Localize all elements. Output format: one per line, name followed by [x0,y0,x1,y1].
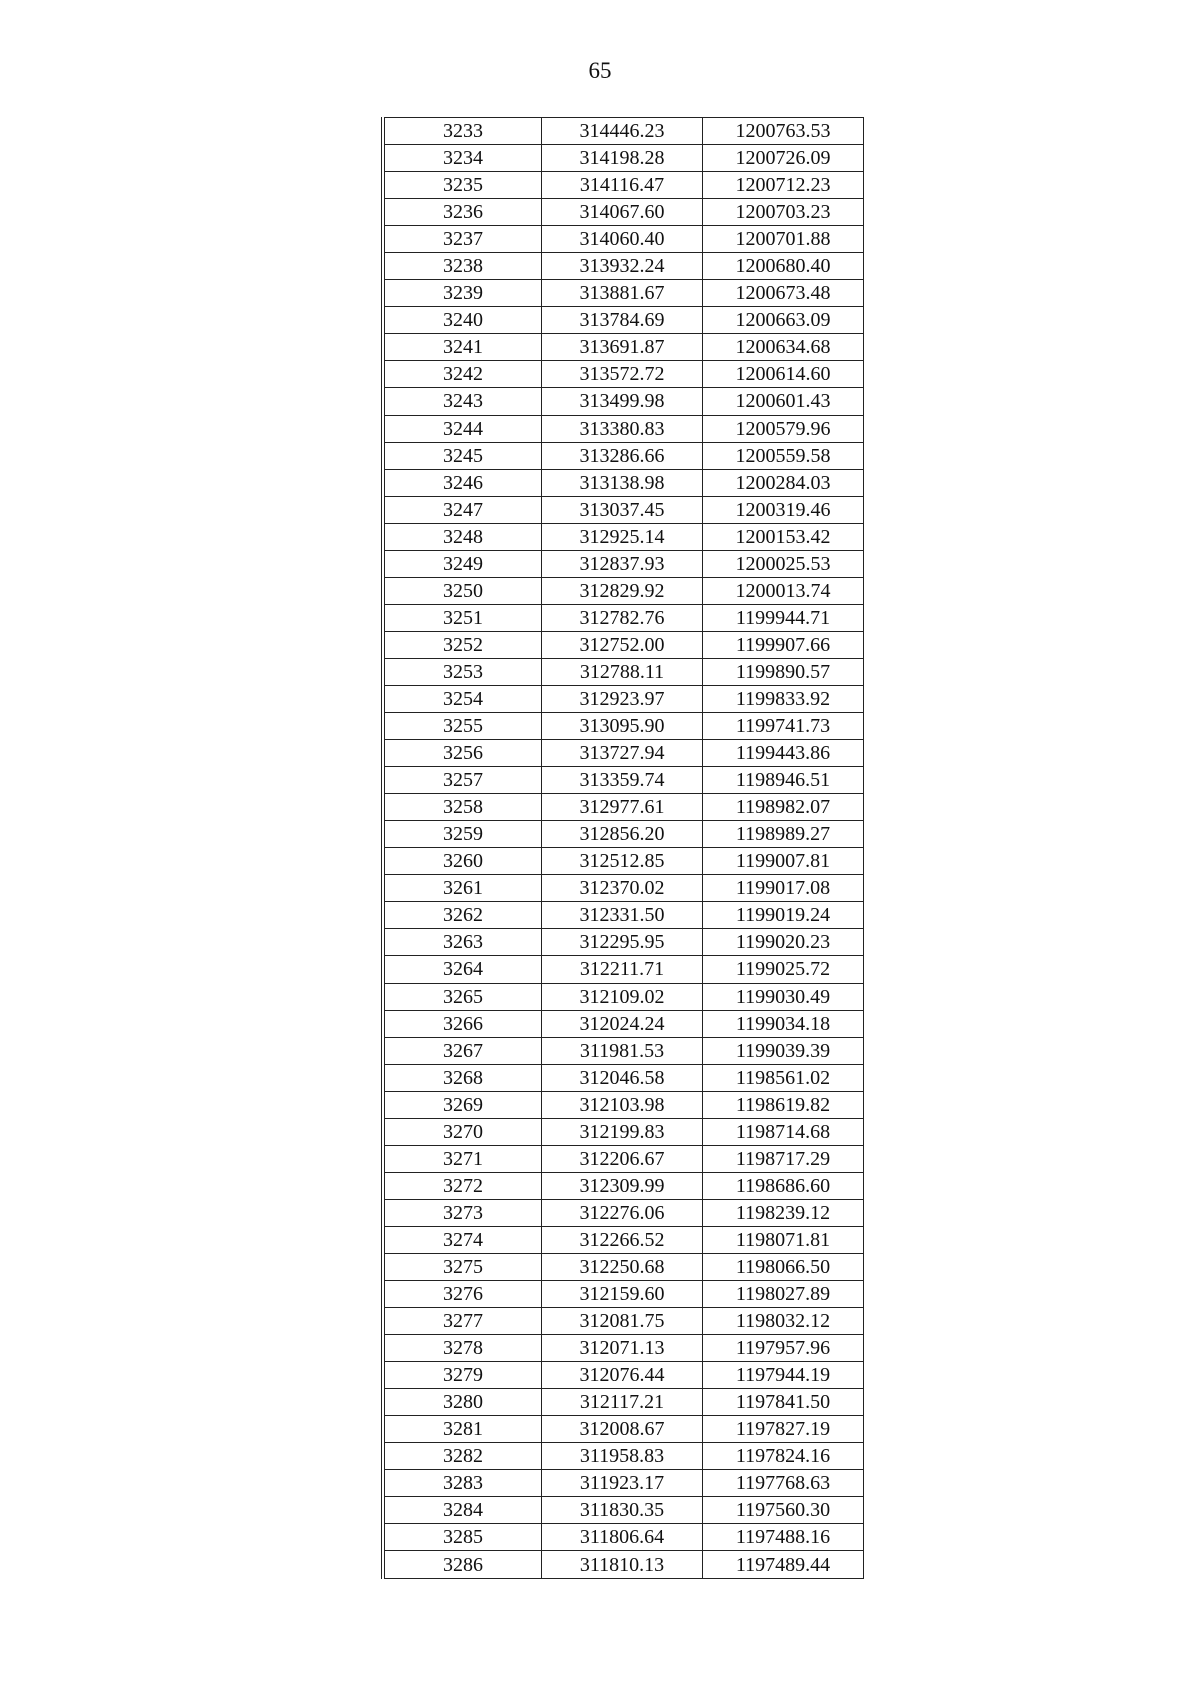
y-coordinate-cell: 1197489.44 [703,1551,864,1578]
y-coordinate-cell: 1199039.39 [703,1037,864,1064]
point-number-cell: 3285 [385,1524,542,1551]
point-number-cell: 3234 [385,145,542,172]
point-number-cell: 3281 [385,1416,542,1443]
table-row [385,1443,864,1470]
point-number-cell: 3278 [385,1335,542,1362]
x-coordinate-cell: 313138.98 [542,469,703,496]
point-number-cell: 3262 [385,902,542,929]
table-row [385,307,864,334]
x-coordinate-cell: 312076.44 [542,1362,703,1389]
point-number-cell: 3267 [385,1037,542,1064]
table-row [385,199,864,226]
x-coordinate-cell: 313380.83 [542,415,703,442]
x-coordinate-cell: 314116.47 [542,172,703,199]
x-coordinate-cell: 313037.45 [542,496,703,523]
point-number-cell: 3256 [385,740,542,767]
table-row [385,1470,864,1497]
table-row [385,361,864,388]
point-number-cell: 3249 [385,550,542,577]
x-coordinate-cell: 313691.87 [542,334,703,361]
point-number-cell: 3282 [385,1443,542,1470]
x-coordinate-cell: 312276.06 [542,1199,703,1226]
point-number-cell: 3272 [385,1172,542,1199]
y-coordinate-cell: 1200663.09 [703,307,864,334]
x-coordinate-cell: 312199.83 [542,1118,703,1145]
x-coordinate-cell: 313095.90 [542,713,703,740]
point-number-cell: 3250 [385,577,542,604]
table-row [385,496,864,523]
point-number-cell: 3240 [385,307,542,334]
y-coordinate-cell: 1198027.89 [703,1281,864,1308]
x-coordinate-cell: 312081.75 [542,1308,703,1335]
point-number-cell: 3276 [385,1281,542,1308]
table-row [385,1064,864,1091]
x-coordinate-cell: 311810.13 [542,1551,703,1578]
page-number: 65 [588,58,612,83]
y-coordinate-cell: 1197768.63 [703,1470,864,1497]
y-coordinate-cell: 1199019.24 [703,902,864,929]
table-row [385,1335,864,1362]
point-number-cell: 3275 [385,1253,542,1280]
y-coordinate-cell: 1199907.66 [703,631,864,658]
table-row [385,902,864,929]
y-coordinate-cell: 1198071.81 [703,1226,864,1253]
y-coordinate-cell: 1199034.18 [703,1010,864,1037]
x-coordinate-cell: 312331.50 [542,902,703,929]
coordinate-table-body [385,118,864,1579]
table-row [385,1389,864,1416]
y-coordinate-cell: 1199890.57 [703,658,864,685]
x-coordinate-cell: 312837.93 [542,550,703,577]
x-coordinate-cell: 312103.98 [542,1091,703,1118]
y-coordinate-cell: 1198946.51 [703,767,864,794]
y-coordinate-cell: 1200763.53 [703,118,864,145]
point-number-cell: 3260 [385,848,542,875]
y-coordinate-cell: 1197841.50 [703,1389,864,1416]
table-row [385,388,864,415]
x-coordinate-cell: 312295.95 [542,929,703,956]
table-row [385,1010,864,1037]
coordinate-table-container [381,117,864,1579]
point-number-cell: 3242 [385,361,542,388]
x-coordinate-cell: 313727.94 [542,740,703,767]
point-number-cell: 3271 [385,1145,542,1172]
x-coordinate-cell: 312752.00 [542,631,703,658]
point-number-cell: 3245 [385,442,542,469]
point-number-cell: 3254 [385,685,542,712]
table-row [385,794,864,821]
table-row [385,1416,864,1443]
table-row [385,1226,864,1253]
x-coordinate-cell: 313286.66 [542,442,703,469]
point-number-cell: 3247 [385,496,542,523]
point-number-cell: 3233 [385,118,542,145]
point-number-cell: 3266 [385,1010,542,1037]
point-number-cell: 3279 [385,1362,542,1389]
table-row [385,767,864,794]
table-row [385,1172,864,1199]
y-coordinate-cell: 1199741.73 [703,713,864,740]
x-coordinate-cell: 313881.67 [542,280,703,307]
y-coordinate-cell: 1200579.96 [703,415,864,442]
y-coordinate-cell: 1197488.16 [703,1524,864,1551]
x-coordinate-cell: 312309.99 [542,1172,703,1199]
x-coordinate-cell: 312829.92 [542,577,703,604]
x-coordinate-cell: 312211.71 [542,956,703,983]
x-coordinate-cell: 313572.72 [542,361,703,388]
x-coordinate-cell: 312977.61 [542,794,703,821]
table-row [385,1524,864,1551]
point-number-cell: 3283 [385,1470,542,1497]
point-number-cell: 3273 [385,1199,542,1226]
table-row [385,280,864,307]
point-number-cell: 3264 [385,956,542,983]
point-number-cell: 3269 [385,1091,542,1118]
point-number-cell: 3244 [385,415,542,442]
table-row [385,469,864,496]
table-row [385,1199,864,1226]
table-row [385,226,864,253]
table-row [385,253,864,280]
table-row [385,604,864,631]
y-coordinate-cell: 1197957.96 [703,1335,864,1362]
y-coordinate-cell: 1197824.16 [703,1443,864,1470]
y-coordinate-cell: 1199443.86 [703,740,864,767]
x-coordinate-cell: 312071.13 [542,1335,703,1362]
y-coordinate-cell: 1200614.60 [703,361,864,388]
x-coordinate-cell: 312008.67 [542,1416,703,1443]
table-row [385,956,864,983]
y-coordinate-cell: 1200153.42 [703,523,864,550]
y-coordinate-cell: 1197560.30 [703,1497,864,1524]
table-row [385,415,864,442]
y-coordinate-cell: 1200703.23 [703,199,864,226]
x-coordinate-cell: 311806.64 [542,1524,703,1551]
table-row [385,1091,864,1118]
point-number-cell: 3257 [385,767,542,794]
table-row [385,658,864,685]
x-coordinate-cell: 312266.52 [542,1226,703,1253]
point-number-cell: 3286 [385,1551,542,1578]
x-coordinate-cell: 312925.14 [542,523,703,550]
table-row [385,929,864,956]
point-number-cell: 3274 [385,1226,542,1253]
y-coordinate-cell: 1200319.46 [703,496,864,523]
x-coordinate-cell: 314060.40 [542,226,703,253]
y-coordinate-cell: 1200025.53 [703,550,864,577]
x-coordinate-cell: 312046.58 [542,1064,703,1091]
y-coordinate-cell: 1198032.12 [703,1308,864,1335]
y-coordinate-cell: 1199017.08 [703,875,864,902]
y-coordinate-cell: 1198066.50 [703,1253,864,1280]
table-row [385,1308,864,1335]
point-number-cell: 3255 [385,713,542,740]
y-coordinate-cell: 1197944.19 [703,1362,864,1389]
x-coordinate-cell: 312206.67 [542,1145,703,1172]
x-coordinate-cell: 312788.11 [542,658,703,685]
y-coordinate-cell: 1197827.19 [703,1416,864,1443]
x-coordinate-cell: 312117.21 [542,1389,703,1416]
table-row [385,685,864,712]
y-coordinate-cell: 1200601.43 [703,388,864,415]
point-number-cell: 3253 [385,658,542,685]
y-coordinate-cell: 1200284.03 [703,469,864,496]
x-coordinate-cell: 311923.17 [542,1470,703,1497]
table-row [385,577,864,604]
y-coordinate-cell: 1200634.68 [703,334,864,361]
table-row [385,442,864,469]
y-coordinate-cell: 1198982.07 [703,794,864,821]
point-number-cell: 3265 [385,983,542,1010]
table-row [385,1253,864,1280]
table-row [385,1145,864,1172]
table-row [385,848,864,875]
point-number-cell: 3270 [385,1118,542,1145]
point-number-cell: 3268 [385,1064,542,1091]
point-number-cell: 3238 [385,253,542,280]
x-coordinate-cell: 311981.53 [542,1037,703,1064]
x-coordinate-cell: 312109.02 [542,983,703,1010]
table-row [385,713,864,740]
point-number-cell: 3246 [385,469,542,496]
y-coordinate-cell: 1200726.09 [703,145,864,172]
y-coordinate-cell: 1200673.48 [703,280,864,307]
point-number-cell: 3239 [385,280,542,307]
table-row [385,145,864,172]
table-row [385,740,864,767]
point-number-cell: 3237 [385,226,542,253]
x-coordinate-cell: 313499.98 [542,388,703,415]
point-number-cell: 3252 [385,631,542,658]
x-coordinate-cell: 312159.60 [542,1281,703,1308]
y-coordinate-cell: 1199007.81 [703,848,864,875]
y-coordinate-cell: 1200013.74 [703,577,864,604]
x-coordinate-cell: 312923.97 [542,685,703,712]
y-coordinate-cell: 1198686.60 [703,1172,864,1199]
y-coordinate-cell: 1198714.68 [703,1118,864,1145]
table-row [385,1037,864,1064]
y-coordinate-cell: 1198717.29 [703,1145,864,1172]
point-number-cell: 3261 [385,875,542,902]
x-coordinate-cell: 312512.85 [542,848,703,875]
x-coordinate-cell: 313359.74 [542,767,703,794]
coordinate-table [384,117,864,1579]
x-coordinate-cell: 314198.28 [542,145,703,172]
y-coordinate-cell: 1198989.27 [703,821,864,848]
point-number-cell: 3258 [385,794,542,821]
table-row [385,1362,864,1389]
y-coordinate-cell: 1200701.88 [703,226,864,253]
x-coordinate-cell: 311830.35 [542,1497,703,1524]
y-coordinate-cell: 1199944.71 [703,604,864,631]
table-row [385,631,864,658]
table-row [385,550,864,577]
table-row [385,523,864,550]
table-row [385,821,864,848]
x-coordinate-cell: 312370.02 [542,875,703,902]
table-row [385,1551,864,1578]
x-coordinate-cell: 314067.60 [542,199,703,226]
point-number-cell: 3248 [385,523,542,550]
table-row [385,1281,864,1308]
table-row [385,1497,864,1524]
point-number-cell: 3263 [385,929,542,956]
y-coordinate-cell: 1199025.72 [703,956,864,983]
y-coordinate-cell: 1198561.02 [703,1064,864,1091]
point-number-cell: 3235 [385,172,542,199]
x-coordinate-cell: 312250.68 [542,1253,703,1280]
table-row [385,1118,864,1145]
y-coordinate-cell: 1199833.92 [703,685,864,712]
x-coordinate-cell: 312856.20 [542,821,703,848]
x-coordinate-cell: 311958.83 [542,1443,703,1470]
table-row [385,875,864,902]
y-coordinate-cell: 1200680.40 [703,253,864,280]
x-coordinate-cell: 313932.24 [542,253,703,280]
x-coordinate-cell: 314446.23 [542,118,703,145]
point-number-cell: 3243 [385,388,542,415]
y-coordinate-cell: 1198239.12 [703,1199,864,1226]
table-row [385,334,864,361]
y-coordinate-cell: 1200712.23 [703,172,864,199]
point-number-cell: 3259 [385,821,542,848]
point-number-cell: 3277 [385,1308,542,1335]
point-number-cell: 3236 [385,199,542,226]
y-coordinate-cell: 1199030.49 [703,983,864,1010]
point-number-cell: 3251 [385,604,542,631]
table-row [385,118,864,145]
x-coordinate-cell: 312024.24 [542,1010,703,1037]
y-coordinate-cell: 1198619.82 [703,1091,864,1118]
point-number-cell: 3284 [385,1497,542,1524]
point-number-cell: 3280 [385,1389,542,1416]
table-row [385,983,864,1010]
y-coordinate-cell: 1199020.23 [703,929,864,956]
x-coordinate-cell: 312782.76 [542,604,703,631]
table-row [385,172,864,199]
x-coordinate-cell: 313784.69 [542,307,703,334]
y-coordinate-cell: 1200559.58 [703,442,864,469]
point-number-cell: 3241 [385,334,542,361]
